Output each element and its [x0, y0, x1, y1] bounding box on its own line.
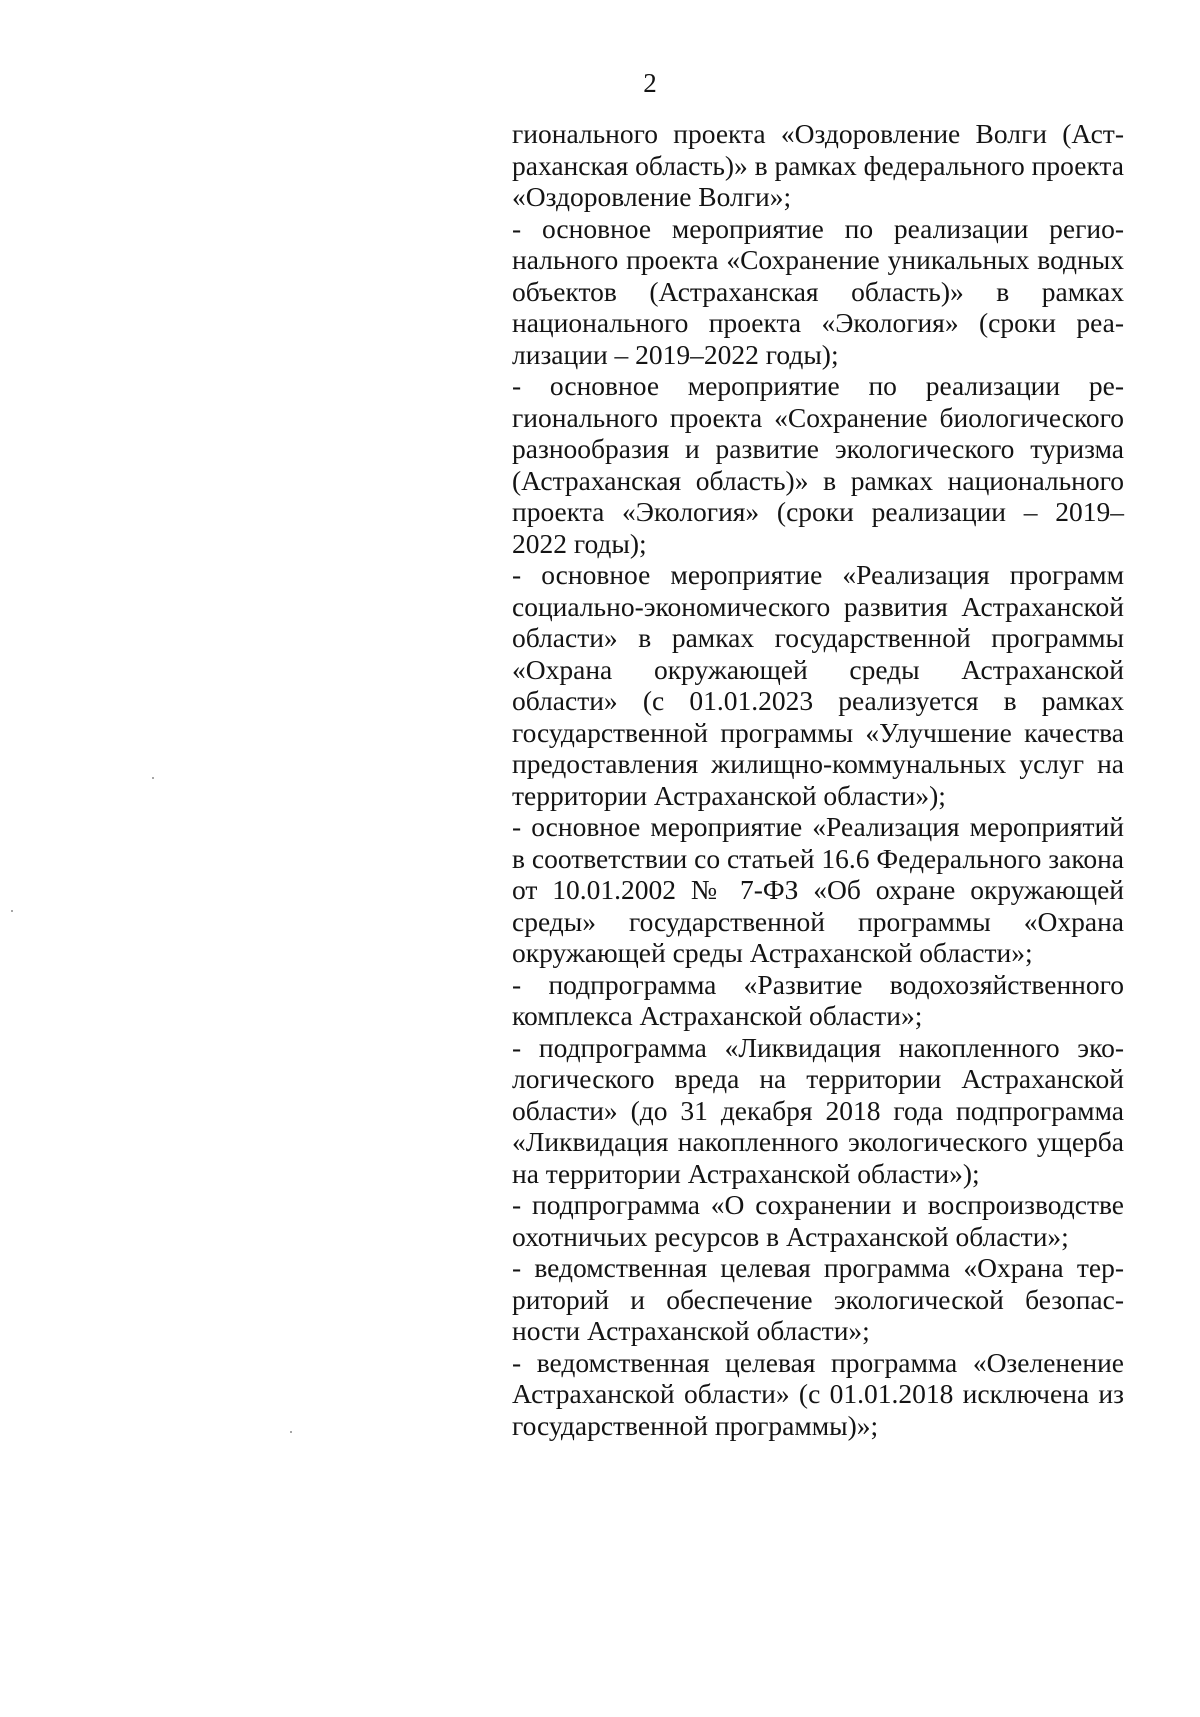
list-item: - основное мероприятие по реализации регионального проекта «Сохранение биологического разнообразия и развитие экологического туризма (Астраханская область)» в рамках национального проекта «Экология» (сроки реализации – 2019–2022 годы);	[512, 370, 1124, 559]
list-item: - подпрограмма «О сохранении и воспроизводстве охотничьих ресурсов в Астраханской области»;	[512, 1189, 1124, 1252]
list-item: - подпрограмма «Ликвидация накопленного экологического вреда на территории Астраханской области» (до 31 декабря 2018 года подпрограмма «Ликвидация накопленного экологического ущерба на территории Астраханской области»);	[512, 1031, 1124, 1189]
list-item: - основное мероприятие по реализации регионального проекта «Сохранение уникальных водных объектов (Астраханская область)» в рамках национального проекта «Экология» (сроки реализации – 2019–2022 годы);	[512, 212, 1124, 370]
scan-speck	[290, 1431, 292, 1433]
scan-speck	[152, 777, 154, 779]
list-item: - основное мероприятие «Реализация программ социально-экономического развития Астраханской области» в рамках государственной программы «Охрана окружающей среды Астраханской области» (с 01.01.2023 реализуется в рамках государственной программы «Улучшение качества предоставления жилищно-коммунальных услуг на территории Астраханской области»);	[512, 559, 1124, 811]
scan-speck	[11, 910, 13, 912]
text-column	[512, 118, 1124, 1441]
list-item: - подпрограмма «Развитие водохозяйственного комплекса Астраханской области»;	[512, 968, 1124, 1031]
list-item: - ведомственная целевая программа «Озеленение Астраханской области» (с 01.01.2018 исключена из государственной программы)»;	[512, 1346, 1124, 1441]
page-number: 2	[643, 68, 657, 98]
list-item: - ведомственная целевая программа «Охрана территорий и обеспечение экологической безопасности Астраханской области»;	[512, 1252, 1124, 1346]
list-item: - основное мероприятие «Реализация мероприятий в соответствии со статьей 16.6 Федерального закона от 10.01.2002 № 7-ФЗ «Об охране окружающей среды» государственной программы «Охрана окружающей среды Астраханской области»;	[512, 811, 1124, 968]
paragraph: гионального проекта «Оздоровление Волги (Астраханская область)» в рамках федерального проекта «Оздоровление Волги»;	[512, 118, 1124, 212]
